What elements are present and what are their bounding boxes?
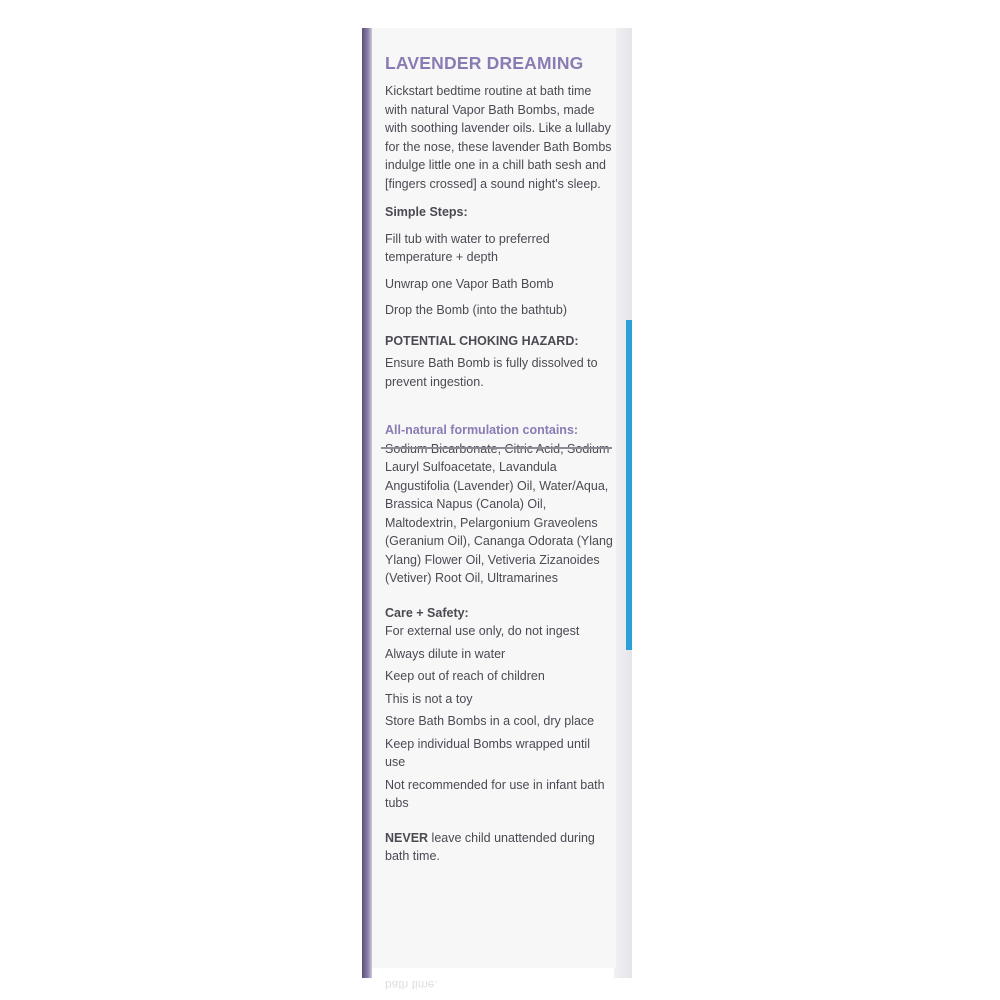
- supervision-warning: [385, 829, 613, 866]
- care-item: For external use only, do not ingest: [385, 624, 580, 638]
- step-item: Unwrap one Vapor Bath Bomb: [385, 276, 554, 291]
- product-title: LAVENDER DREAMING: [385, 53, 584, 73]
- care-item: Keep individual Bombs wrapped until use: [385, 736, 590, 769]
- care-item: Not recommended for use in infant bath tubs: [385, 777, 605, 810]
- step-item: Drop the Bomb (into the bathtub): [385, 303, 568, 317]
- box-blue-accent: [626, 320, 632, 650]
- supervision-text: leave child unattended during bath time.: [385, 830, 595, 863]
- hazard-heading: POTENTIAL CHOKING HAZARD:: [385, 333, 579, 348]
- never-emphasis: NEVER: [385, 830, 429, 845]
- label-content: [385, 52, 613, 866]
- step-item: Fill tub with water to preferred temperature + depth: [385, 231, 550, 264]
- section-divider: [381, 447, 612, 449]
- ingredients-text: Lauryl Sulfoacetate, Lavandula Angustifolia (Lavender) Oil, Water/Aqua, Brassica Napus (Canola) Oil, Maltodextrin, Pelargonium Graveolens (Geranium Oil), Cananga Odorata (Ylang Ylang) Flower Oil, Vetiveria Zizanoides (Vetiver) Root Oil, Ultramarines: [385, 460, 613, 585]
- care-item: Store Bath Bombs in a cool, dry place: [385, 714, 595, 728]
- care-item: This is not a toy: [385, 691, 473, 706]
- box-left-edge: [362, 28, 372, 978]
- surface-reflection: [372, 978, 616, 1000]
- care-item: Keep out of reach of children: [385, 669, 545, 683]
- care-item: Always dilute in water: [385, 646, 506, 661]
- reflection-text: bath time.: [385, 978, 438, 992]
- ingredients-heading: All-natural formulation contains:: [385, 423, 579, 437]
- steps-heading: Simple Steps:: [385, 205, 468, 219]
- hazard-text: Ensure Bath Bomb is fully dissolved to prevent ingestion.: [385, 356, 598, 389]
- intro-text: Kickstart bedtime routine at bath time with natural Vapor Bath Bombs, made with soothing lavender oils. Like a lullaby for the nose, these lavender Bath Bombs indulge little one in a chill bath sesh and [fingers crossed] a sound night's sleep.: [385, 84, 612, 191]
- care-heading: Care + Safety:: [385, 605, 469, 620]
